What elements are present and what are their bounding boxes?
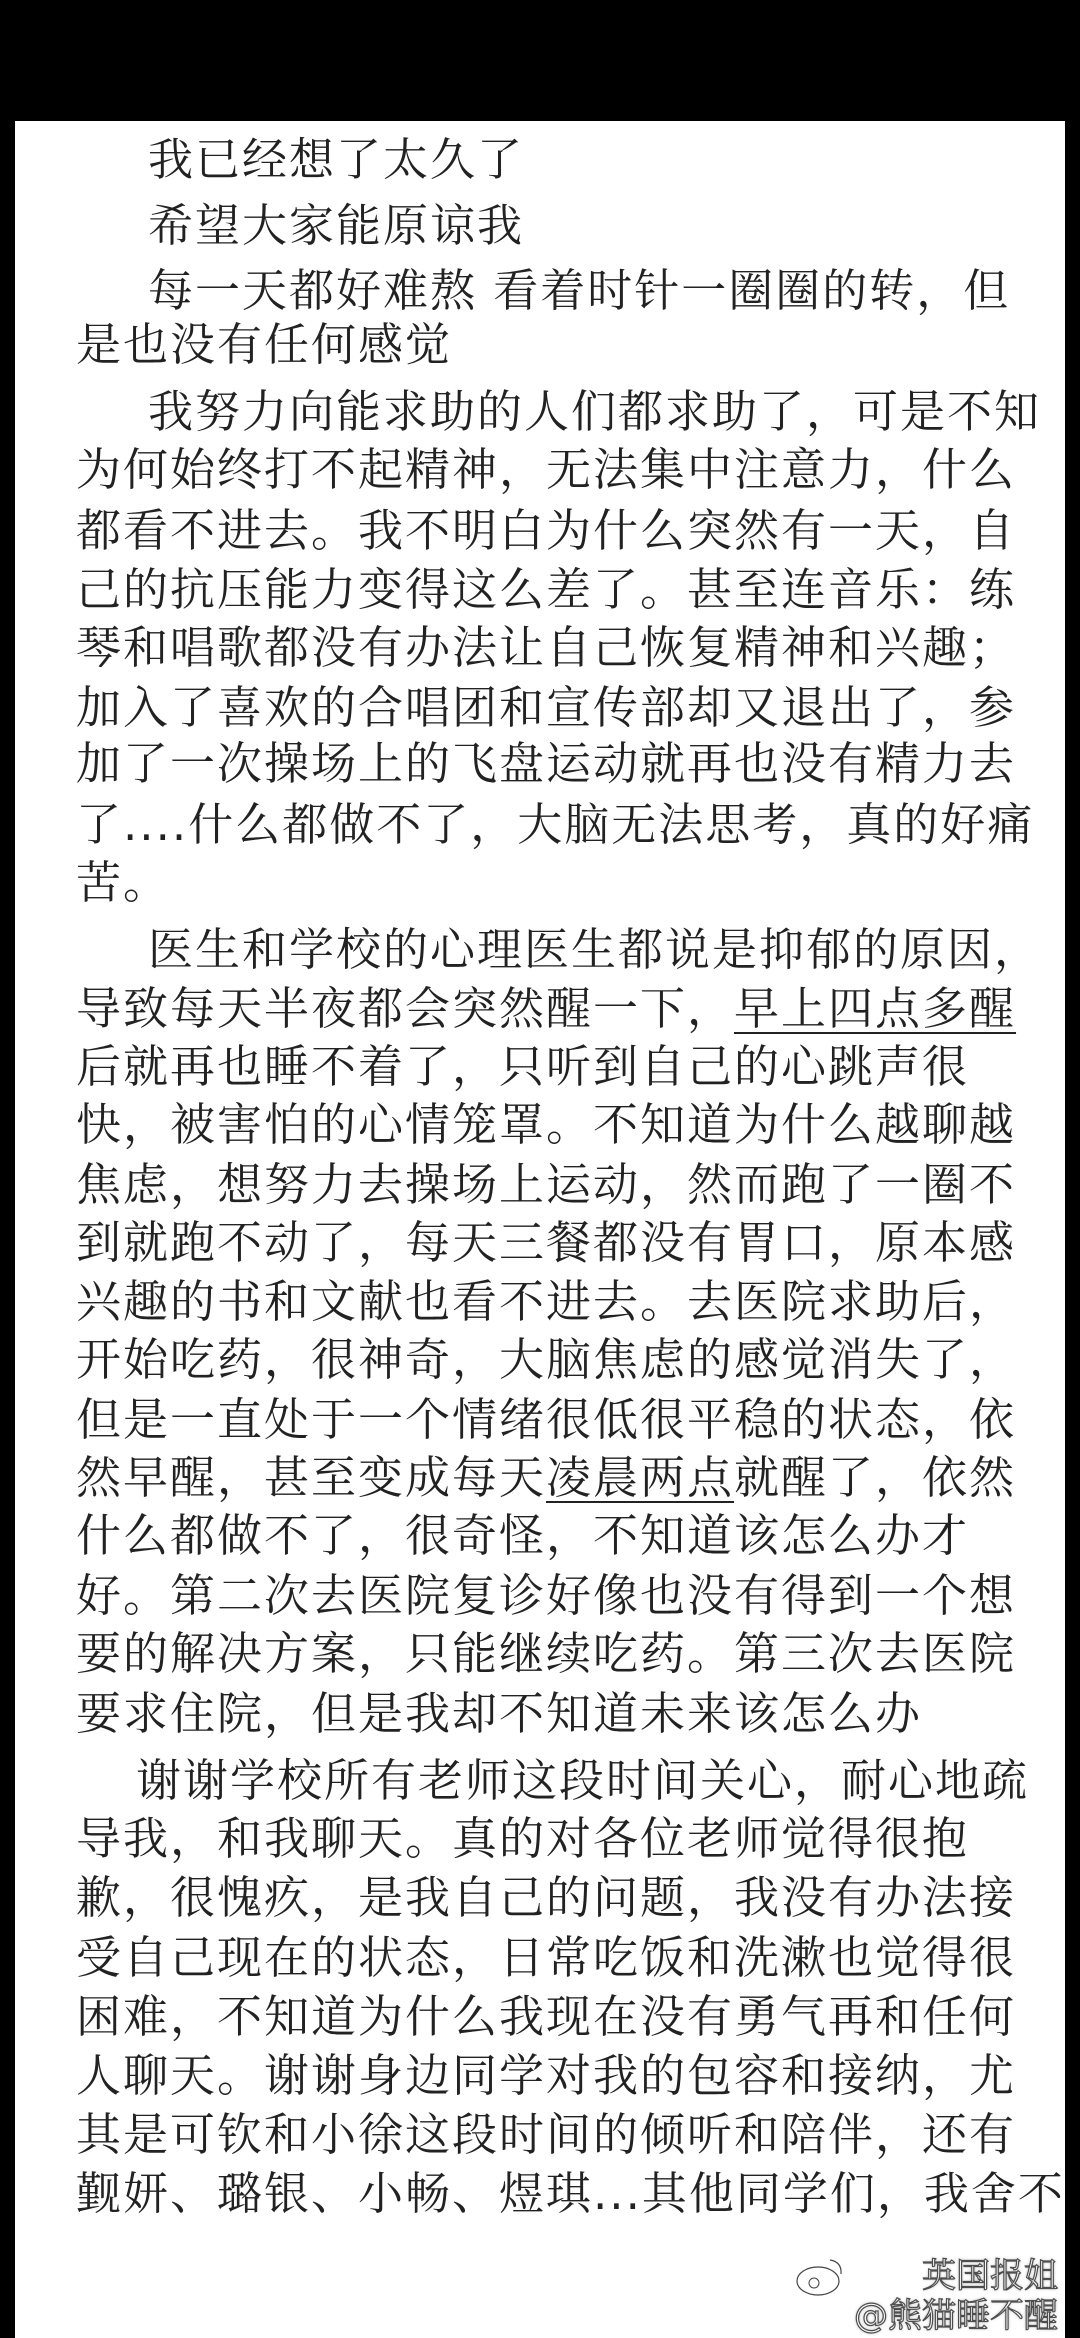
text-line: 要的解决方案，只能继续吃药。第三次去医院	[76, 1627, 1017, 1680]
text-line: 开始吃药，很神奇，大脑焦虑的感觉消失了，	[76, 1333, 1017, 1386]
text-line: 是也没有任何感觉	[76, 318, 453, 371]
text-line: 都看不进去。我不明白为什么突然有一天，自	[76, 504, 1017, 557]
watermark	[854, 2256, 1058, 2336]
text-line: 然早醒，甚至变成每天凌晨两点就醒了，依然	[76, 1451, 1017, 1504]
text-line: 了....什么都做不了，大脑无法思考，真的好痛	[76, 798, 1035, 851]
text-line: 其是可钦和小徐这段时间的倾听和陪伴，还有	[76, 2108, 1017, 2161]
text-line: 加入了喜欢的合唱团和宣传部却又退出了，参	[76, 681, 1017, 734]
underlined-phrase: 早上四点多醒	[734, 982, 1017, 1035]
text-line: 医生和学校的心理医生都说是抑郁的原因，	[148, 923, 1042, 976]
text-line: 我努力向能求助的人们都求助了，可是不知	[148, 385, 1042, 438]
watermark-line-2: @熊猫睡不醒	[854, 2296, 1058, 2336]
text-line: 谢谢学校所有老师这段时间关心，耐心地疏	[136, 1754, 1030, 1807]
text-line: 琴和唱歌都没有办法让自己恢复精神和兴趣；	[76, 621, 1017, 674]
text-line: 人聊天。谢谢身边同学对我的包容和接纳，尤	[76, 2049, 1017, 2102]
text-line: 好。第二次去医院复诊好像也没有得到一个想	[76, 1569, 1017, 1622]
text-line: 希望大家能原谅我	[148, 199, 525, 252]
watermark-line-1: 英国报姐	[922, 2256, 1058, 2296]
text-line: 己的抗压能力变得这么差了。甚至连音乐：练	[76, 563, 1017, 616]
text-line: 困难，不知道为什么我现在没有勇气再和任何	[76, 1990, 1017, 2043]
text-line: 到就跑不动了，每天三餐都没有胃口，原本感	[76, 1216, 1017, 1269]
underlined-phrase: 凌晨两点	[546, 1451, 735, 1504]
text-line: 后就再也睡不着了，只听到自己的心跳声很	[76, 1040, 970, 1093]
text-line: 受自己现在的状态，日常吃饭和洗漱也觉得很	[76, 1931, 1017, 1984]
text-line: 兴趣的书和文献也看不进去。去医院求助后，	[76, 1275, 1017, 1328]
top-black-bar	[0, 0, 1080, 121]
text-line: 焦虑，想努力去操场上运动，然而跑了一圈不	[76, 1158, 1017, 1211]
weibo-icon	[794, 2254, 846, 2302]
text-line: 要求住院，但是我却不知道未来该怎么办	[76, 1687, 923, 1740]
letter-page	[15, 121, 1065, 2338]
text-line: 歉，很愧疚，是我自己的问题，我没有办法接	[76, 1871, 1017, 1924]
text-line: 导我，和我聊天。真的对各位老师觉得很抱	[76, 1812, 970, 1865]
text-line: 加了一次操场上的飞盘运动就再也没有精力去	[76, 737, 1017, 790]
text-line: 导致每天半夜都会突然醒一下，早上四点多醒	[76, 982, 1017, 1035]
text-line: 快，被害怕的心情笼罩。不知道为什么越聊越	[76, 1098, 1017, 1151]
text-line: 我已经想了太久了	[148, 133, 525, 186]
text-line: 每一天都好难熬 看着时针一圈圈的转，但	[148, 264, 1011, 317]
text-line: 为何始终打不起精神，无法集中注意力，什么	[76, 443, 1017, 496]
text-line: 苦。	[76, 856, 171, 909]
text-line: 觐妍、璐银、小畅、煜琪...其他同学们，我舍不	[76, 2167, 1065, 2220]
text-line: 但是一直处于一个情绪很低很平稳的状态，依	[76, 1393, 1017, 1446]
text-line: 什么都做不了，很奇怪，不知道该怎么办才	[76, 1509, 970, 1562]
